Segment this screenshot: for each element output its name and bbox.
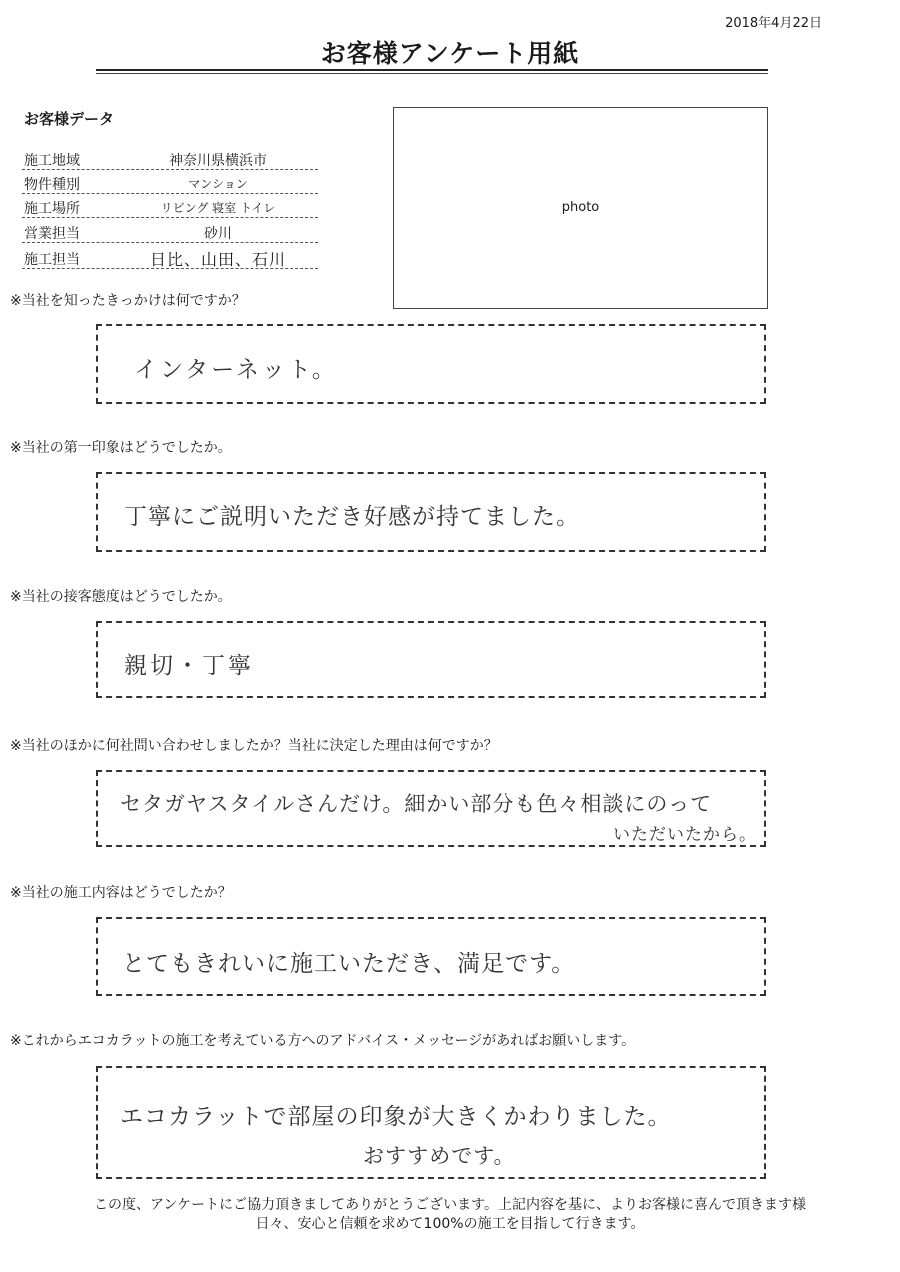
page-title: お客様アンケート用紙 [320, 39, 580, 68]
answer-6-line-1: エコカラットで部屋の印象が大きくかわりました。 [120, 1104, 672, 1130]
data-value-location: リビング 寝室 トイレ [160, 201, 276, 215]
customer-data-heading: お客様データ [24, 110, 115, 128]
title-underline [96, 69, 768, 71]
survey-date: 2018年4月22日 [725, 16, 822, 31]
data-label-installer: 施工担当 [24, 252, 80, 268]
data-label-property-type: 物件種別 [24, 177, 80, 193]
answer-box-5 [96, 917, 766, 996]
question-6: ※これからエコカラットの施工を考えている方へのアドバイス・メッセージがあればお願いします。 [10, 1033, 636, 1049]
photo-placeholder [393, 107, 768, 309]
data-label-area: 施工地域 [24, 153, 80, 169]
data-value-property-type: マンション [188, 177, 248, 191]
data-row-installer [22, 247, 318, 269]
question-1: ※当社を知ったきっかけは何ですか？ [10, 293, 246, 309]
answer-4-line-2: いただいたから。 [613, 825, 757, 845]
question-2: ※当社の第一印象はどうでしたか。 [10, 440, 232, 456]
answer-2-line-1: 丁寧にご説明いただき好感が持てました。 [124, 504, 580, 530]
answer-box-4 [96, 770, 766, 847]
question-4: ※当社のほかに何社問い合わせしましたか？当社に決定した理由は何ですか？ [10, 738, 498, 754]
data-row-property-type [22, 172, 318, 194]
data-value-area: 神奈川県横浜市 [169, 153, 267, 169]
photo-label: photo [561, 200, 600, 215]
answer-3-line-1: 親切・丁寧 [124, 653, 254, 679]
answer-box-3 [96, 621, 766, 698]
answer-box-6 [96, 1066, 766, 1179]
answer-5-line-1: とてもきれいに施工いただき、満足です。 [122, 951, 576, 977]
data-label-location: 施工場所 [24, 201, 80, 217]
answer-4-line-1: セタガヤスタイルさんだけ。細かい部分も色々相談にのって [120, 792, 713, 816]
data-row-area [22, 148, 318, 170]
data-value-sales-rep: 砂川 [204, 226, 232, 242]
data-row-location [22, 196, 318, 218]
data-value-installer: 日比、山田、石川 [149, 250, 286, 269]
data-row-sales-rep [22, 221, 318, 243]
answer-box-2 [96, 472, 766, 552]
answer-box-1 [96, 324, 766, 404]
data-label-sales-rep: 営業担当 [24, 226, 80, 242]
answer-6-line-2: おすすめです。 [363, 1144, 516, 1168]
question-3: ※当社の接客態度はどうでしたか。 [10, 589, 232, 605]
title-underline-secondary [96, 73, 768, 74]
question-5: ※当社の施工内容はどうでしたか？ [10, 885, 232, 901]
answer-1-line-1: インターネット。 [134, 357, 338, 383]
footer-message-line-1: この度、アンケートにご協力頂きましてありがとうございます。上記内容を基に、よりお客様に喜んで頂きます様 [93, 1197, 807, 1213]
footer-message-line-2: 日々、安心と信頼を求めて100%の施工を目指して行きます。 [255, 1216, 645, 1232]
